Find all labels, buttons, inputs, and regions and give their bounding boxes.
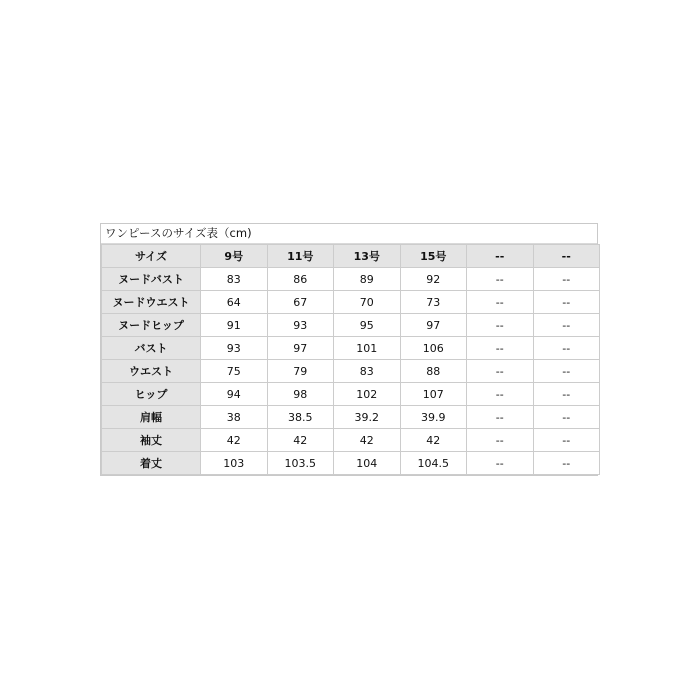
header-cell-15: 15号 bbox=[400, 245, 467, 268]
header-cell-empty-1: -- bbox=[467, 245, 534, 268]
table-cell: 42 bbox=[400, 429, 467, 452]
table-cell: -- bbox=[467, 337, 534, 360]
row-label: ヌードバスト bbox=[102, 268, 201, 291]
table-cell: 64 bbox=[201, 291, 268, 314]
table-cell: 83 bbox=[201, 268, 268, 291]
table-cell: 102 bbox=[334, 383, 401, 406]
table-cell: 89 bbox=[334, 268, 401, 291]
table-row bbox=[102, 268, 600, 291]
table-cell: 92 bbox=[400, 268, 467, 291]
table-cell: 103.5 bbox=[267, 452, 334, 475]
size-table bbox=[101, 244, 600, 475]
table-row bbox=[102, 383, 600, 406]
table-cell: 104 bbox=[334, 452, 401, 475]
table-row bbox=[102, 360, 600, 383]
table-cell: 42 bbox=[201, 429, 268, 452]
header-cell-size: サイズ bbox=[102, 245, 201, 268]
table-cell: 39.2 bbox=[334, 406, 401, 429]
table-cell: 38.5 bbox=[267, 406, 334, 429]
row-label: 肩幅 bbox=[102, 406, 201, 429]
size-chart bbox=[100, 223, 598, 476]
table-cell: -- bbox=[467, 406, 534, 429]
table-cell: 91 bbox=[201, 314, 268, 337]
header-cell-empty-2: -- bbox=[533, 245, 600, 268]
header-row bbox=[102, 245, 600, 268]
table-cell: 73 bbox=[400, 291, 467, 314]
table-cell: 97 bbox=[400, 314, 467, 337]
table-cell: -- bbox=[467, 383, 534, 406]
row-label: ヒップ bbox=[102, 383, 201, 406]
table-cell: 70 bbox=[334, 291, 401, 314]
header-cell-9: 9号 bbox=[201, 245, 268, 268]
table-body bbox=[102, 268, 600, 475]
table-cell: 39.9 bbox=[400, 406, 467, 429]
table-row bbox=[102, 406, 600, 429]
table-cell: 79 bbox=[267, 360, 334, 383]
table-cell: -- bbox=[533, 406, 600, 429]
table-cell: -- bbox=[467, 314, 534, 337]
chart-title: ワンピースのサイズ表（cm) bbox=[101, 224, 597, 244]
table-cell: -- bbox=[467, 291, 534, 314]
table-cell: -- bbox=[533, 360, 600, 383]
table-row bbox=[102, 429, 600, 452]
table-cell: -- bbox=[533, 337, 600, 360]
table-cell: -- bbox=[533, 429, 600, 452]
table-cell: 94 bbox=[201, 383, 268, 406]
row-label: 着丈 bbox=[102, 452, 201, 475]
table-cell: 88 bbox=[400, 360, 467, 383]
table-cell: 83 bbox=[334, 360, 401, 383]
table-row bbox=[102, 291, 600, 314]
table-cell: 103 bbox=[201, 452, 268, 475]
table-cell: 107 bbox=[400, 383, 467, 406]
table-cell: 104.5 bbox=[400, 452, 467, 475]
row-label: ヌードヒップ bbox=[102, 314, 201, 337]
table-cell: -- bbox=[533, 383, 600, 406]
table-cell: -- bbox=[533, 314, 600, 337]
table-cell: -- bbox=[533, 291, 600, 314]
table-cell: 95 bbox=[334, 314, 401, 337]
table-cell: 42 bbox=[267, 429, 334, 452]
table-cell: -- bbox=[467, 360, 534, 383]
header-cell-13: 13号 bbox=[334, 245, 401, 268]
table-row bbox=[102, 337, 600, 360]
table-cell: 75 bbox=[201, 360, 268, 383]
table-cell: 93 bbox=[201, 337, 268, 360]
table-row bbox=[102, 314, 600, 337]
header-cell-11: 11号 bbox=[267, 245, 334, 268]
table-cell: -- bbox=[533, 268, 600, 291]
table-row bbox=[102, 452, 600, 475]
table-cell: 101 bbox=[334, 337, 401, 360]
table-cell: -- bbox=[467, 268, 534, 291]
table-cell: -- bbox=[467, 429, 534, 452]
table-cell: 42 bbox=[334, 429, 401, 452]
table-cell: -- bbox=[467, 452, 534, 475]
table-cell: 67 bbox=[267, 291, 334, 314]
table-cell: 38 bbox=[201, 406, 268, 429]
table-cell: 106 bbox=[400, 337, 467, 360]
row-label: 袖丈 bbox=[102, 429, 201, 452]
table-cell: -- bbox=[533, 452, 600, 475]
row-label: ウエスト bbox=[102, 360, 201, 383]
table-cell: 86 bbox=[267, 268, 334, 291]
table-cell: 98 bbox=[267, 383, 334, 406]
row-label: バスト bbox=[102, 337, 201, 360]
table-cell: 97 bbox=[267, 337, 334, 360]
row-label: ヌードウエスト bbox=[102, 291, 201, 314]
table-cell: 93 bbox=[267, 314, 334, 337]
